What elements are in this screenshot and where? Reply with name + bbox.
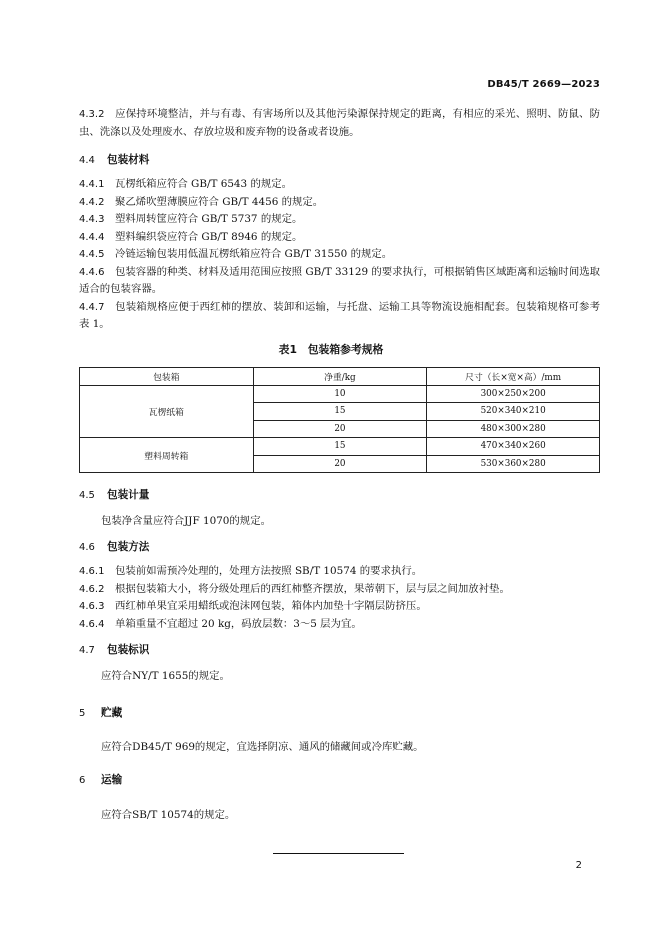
clause-number: 4.4.5 <box>79 249 105 260</box>
clause-number: 4.6.1 <box>79 566 105 577</box>
clause-4-4-6 <box>79 264 600 299</box>
section-4-7-text: 应符合NY/T 1655的规定。 <box>101 670 230 682</box>
clause-number: 4.4.4 <box>79 231 105 243</box>
size-cell: 470×340×260 <box>427 438 600 456</box>
chapter-title: 贮藏 <box>101 707 123 719</box>
chapter-number: 5 <box>79 708 86 719</box>
chapter-5-heading <box>79 705 122 720</box>
section-title: 包装标识 <box>107 644 150 656</box>
weight-cell: 15 <box>253 438 427 456</box>
size-cell: 300×250×200 <box>427 385 600 403</box>
clause-4-4-4 <box>79 229 600 247</box>
chapter-6-heading <box>79 772 122 787</box>
clause-4-6-3 <box>79 598 600 616</box>
clause-4-4-2 <box>79 194 600 212</box>
chapter-5-text: 应符合DB45/T 969的规定，宜选择阴凉、通风的储藏间或冷库贮藏。 <box>101 741 424 753</box>
clause-text: 单箱重量不宜超过 20 kg，码放层数：3～5 层为宜。 <box>115 617 362 630</box>
section-title: 包装方法 <box>107 541 150 553</box>
clause-text: 应保持环境整洁，并与有毒、有害场所以及其他污染源保持规定的距离，有相应的采光、照明、防鼠、防虫、洗涤以及处理废水、存放垃圾和废弃物的设备或者设施。 <box>79 108 600 138</box>
weight-cell: 10 <box>253 385 427 403</box>
clause-text: 包装箱规格应便于西红柿的摆放、装卸和运输，与托盘、运输工具等物流设施相配套。包装箱规格可参考表 1。 <box>79 300 600 330</box>
section-4-5-text: 包装净含量应符合JJF 1070的规定。 <box>101 515 271 527</box>
section-4-6-heading <box>79 539 149 554</box>
column-header: 净重/kg <box>253 368 427 386</box>
table-caption: 表1 包装箱参考规格 <box>278 343 384 356</box>
size-cell: 480×300×280 <box>427 420 600 438</box>
clause-number: 4.4.6 <box>79 266 105 278</box>
clause-text: 西红柿单果宜采用蜡纸或泡沫网包装，箱体内加垫十字隔层防挤压。 <box>115 600 427 612</box>
standard-code: DB45/T 2669—2023 <box>487 79 600 90</box>
clause-text: 塑料编织袋应符合 GB/T 8946 的规定。 <box>115 230 303 243</box>
page-number: 2 <box>575 860 582 871</box>
clause-number: 4.6.3 <box>79 601 105 612</box>
clause-4-6-4 <box>79 616 600 634</box>
chapter-6-text: 应符合SB/T 10574的规定。 <box>101 809 236 821</box>
weight-cell: 15 <box>253 403 427 421</box>
clause-number: 4.4.1 <box>79 179 105 190</box>
section-number: 4.6 <box>79 542 95 553</box>
table-row <box>80 385 600 403</box>
clause-text: 塑料周转筐应符合 GB/T 5737 的规定。 <box>115 213 303 225</box>
section-number: 4.4 <box>79 155 95 166</box>
clause-text: 包装前如需预冷处理的，处理方法按照 SB/T 10574 的要求执行。 <box>115 565 423 577</box>
packaging-spec-table <box>79 367 600 473</box>
weight-cell: 20 <box>253 455 427 473</box>
chapter-title: 运输 <box>101 774 123 786</box>
chapter-number: 6 <box>79 775 86 786</box>
column-header: 尺寸（长×宽×高）/mm <box>427 368 600 386</box>
clause-4-4-5 <box>79 246 600 264</box>
clause-number: 4.4.3 <box>79 214 105 225</box>
section-title: 包装材料 <box>107 154 150 166</box>
table-header-row <box>80 368 600 386</box>
clause-text: 聚乙烯吹塑薄膜应符合 GB/T 4456 的规定。 <box>115 195 324 208</box>
clause-4-4-7 <box>79 299 600 334</box>
clause-text: 根据包装箱大小，将分级处理后的西红柿整齐摆放，果蒂朝下，层与层之间加放衬垫。 <box>115 582 510 595</box>
clause-number: 4.4.2 <box>79 196 105 208</box>
section-number: 4.5 <box>79 490 95 501</box>
size-cell: 530×360×280 <box>427 455 600 473</box>
clause-4-4-3 <box>79 211 600 229</box>
clause-text: 瓦楞纸箱应符合 GB/T 6543 的规定。 <box>115 178 293 190</box>
clause-number: 4.4.7 <box>79 301 105 313</box>
weight-cell: 20 <box>253 420 427 438</box>
clause-text: 包装容器的种类、材料及适用范围应按照 GB/T 33129 的要求执行，可根据销售区域距离和运输时间选取适合的包装容器。 <box>79 265 600 295</box>
table-row <box>80 438 600 456</box>
clause-4-3-2 <box>79 106 600 141</box>
box-type-cell: 塑料周转箱 <box>80 438 254 473</box>
column-header: 包装箱 <box>80 368 254 386</box>
clause-4-6-1 <box>79 563 600 581</box>
end-rule <box>273 853 404 854</box>
section-4-4-heading <box>79 152 149 167</box>
clause-number: 4.6.4 <box>79 618 105 630</box>
clause-text: 冷链运输包装用低温瓦楞纸箱应符合 GB/T 31550 的规定。 <box>115 248 393 260</box>
section-4-5-heading <box>79 487 149 502</box>
section-4-7-heading <box>79 642 149 657</box>
clause-4-4-1 <box>79 176 600 194</box>
clause-4-6-2 <box>79 581 600 599</box>
box-type-cell: 瓦楞纸箱 <box>80 385 254 438</box>
clause-number: 4.3.2 <box>79 109 105 120</box>
section-title: 包装计量 <box>107 489 150 501</box>
size-cell: 520×340×210 <box>427 403 600 421</box>
section-number: 4.7 <box>79 645 95 656</box>
clause-number: 4.6.2 <box>79 583 105 595</box>
